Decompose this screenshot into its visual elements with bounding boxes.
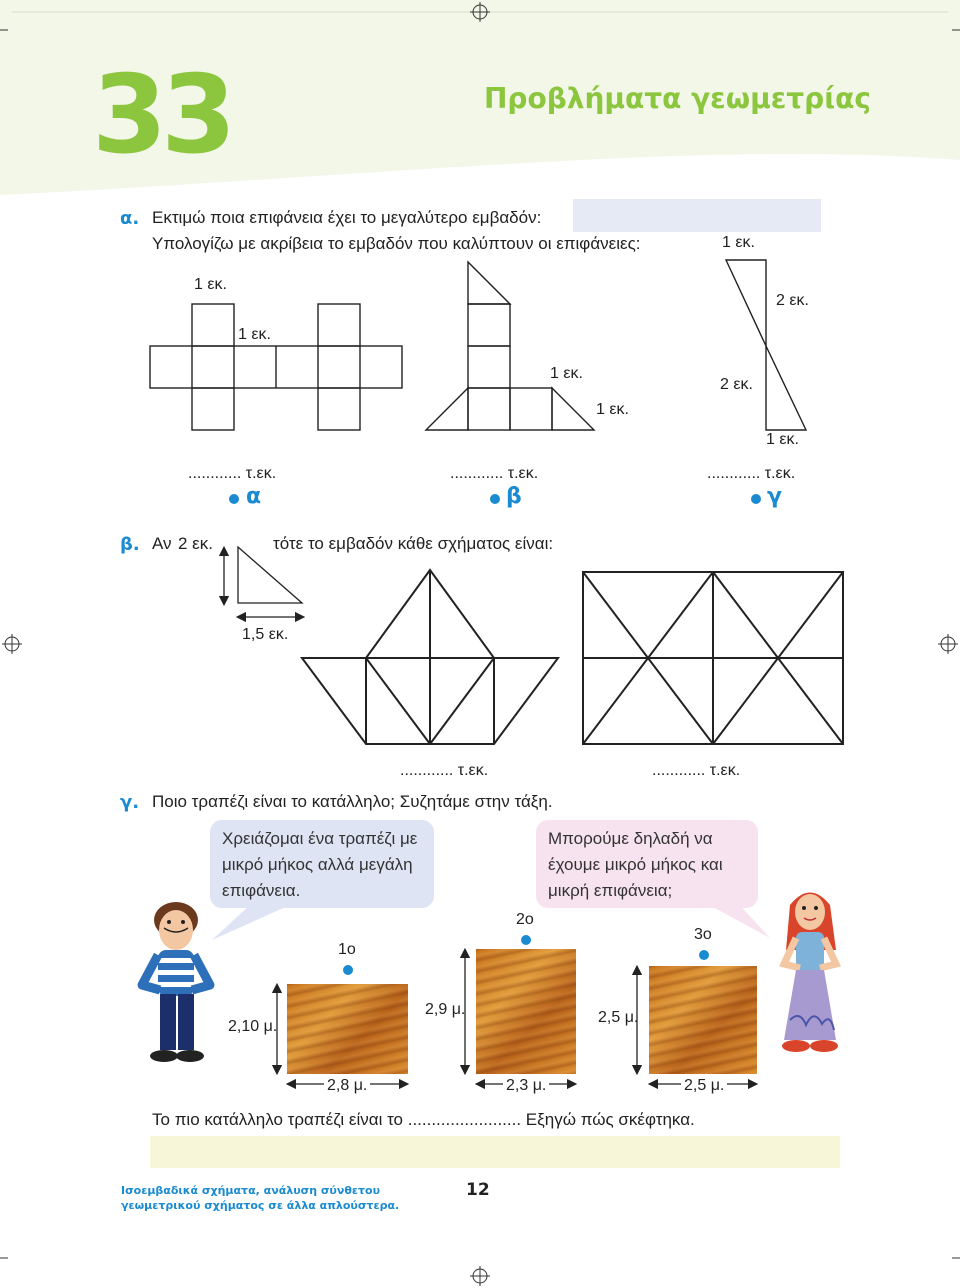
table-2-height: 2,9 μ. — [425, 1001, 466, 1018]
exercise-b-letter: β. — [120, 534, 140, 555]
table-1-width: 2,8 μ. — [324, 1077, 370, 1095]
boy-bubble-line: μικρό μήκος αλλά μεγάλη — [222, 855, 413, 874]
footer-subject — [121, 1183, 399, 1213]
footer-subject-line: γεωμετρικού σχήματος σε άλλα απλούστερα. — [121, 1199, 400, 1212]
fig-a-unit-label: 1 εκ. — [194, 276, 227, 293]
explanation-answer-box[interactable] — [150, 1136, 840, 1168]
table-2-width: 2,3 μ. — [503, 1077, 549, 1095]
fig-a-letter: α — [246, 484, 262, 509]
girl-bubble-line: μικρή επιφάνεια; — [548, 881, 673, 900]
fig-c-unit-label: 2 εκ. — [776, 292, 809, 309]
fig-c-unit-label: 2 εκ. — [720, 376, 753, 393]
fig-a-unit-label: 1 εκ. — [238, 326, 271, 343]
fig-c-unit-label: 1 εκ. — [766, 431, 799, 448]
fig-c-letter: γ — [767, 484, 782, 509]
boat-answer[interactable]: ............ τ.εκ. — [400, 762, 489, 779]
page-number: 12 — [466, 1180, 490, 1200]
fig-c-answer[interactable]: ............ τ.εκ. — [707, 465, 796, 482]
exercise-a-line2: Υπολογίζω με ακρίβεια το εμβαδόν που καλύπτουν οι επιφάνειες: — [152, 234, 641, 253]
fig-b-unit-label: 1 εκ. — [550, 365, 583, 382]
conclusion-text: Το πιο κατάλληλο τραπέζι είναι το ........................ Εξηγώ πώς σκέφτηκα. — [152, 1110, 695, 1129]
lesson-number: 33 — [92, 53, 231, 178]
exercise-c-letter: γ. — [120, 792, 140, 813]
table-3-width: 2,5 μ. — [681, 1077, 727, 1095]
fig-b-unit-label: 1 εκ. — [596, 401, 629, 418]
exercise-b-prefix: Αν — [152, 534, 172, 553]
exercise-c-question: Ποιο τραπέζι είναι το κατάλληλο; Συζητάμε στην τάξη. — [152, 792, 553, 811]
lesson-title: Προβλήματα γεωμετρίας — [484, 82, 871, 115]
grid-answer[interactable]: ............ τ.εκ. — [652, 762, 741, 779]
girl-bubble-line: Μπορούμε δηλαδή να — [548, 829, 713, 848]
table-3-height: 2,5 μ. — [598, 1009, 639, 1026]
exercise-b-base-label: 1,5 εκ. — [242, 626, 289, 643]
exercise-a-letter: α. — [120, 208, 140, 229]
boy-bubble-line: Χρειάζομαι ένα τραπέζι με — [222, 829, 418, 848]
table-2-label: 2ο — [516, 911, 534, 928]
table-1-label: 1ο — [338, 941, 356, 958]
fig-b-letter: β — [506, 484, 522, 509]
fig-b-answer[interactable]: ............ τ.εκ. — [450, 465, 539, 482]
girl-bubble-line: έχουμε μικρό μήκος και — [548, 855, 723, 874]
fig-c-unit-label: 1 εκ. — [722, 234, 755, 251]
table-1-height: 2,10 μ. — [228, 1018, 278, 1035]
exercise-a-line1: Εκτιμώ ποια επιφάνεια έχει το μεγαλύτερο εμβαδόν: — [152, 208, 542, 227]
exercise-b-height-label: 2 εκ. — [178, 534, 213, 553]
table-3-label: 3ο — [694, 926, 712, 943]
exercise-b-suffix: τότε το εμβαδόν κάθε σχήματος είναι: — [273, 534, 554, 553]
boy-bubble-line: επιφάνεια. — [222, 881, 301, 900]
footer-subject-line: Ισοεμβαδικά σχήματα, ανάλυση σύνθετου — [121, 1184, 381, 1197]
fig-a-answer[interactable]: ............ τ.εκ. — [188, 465, 277, 482]
